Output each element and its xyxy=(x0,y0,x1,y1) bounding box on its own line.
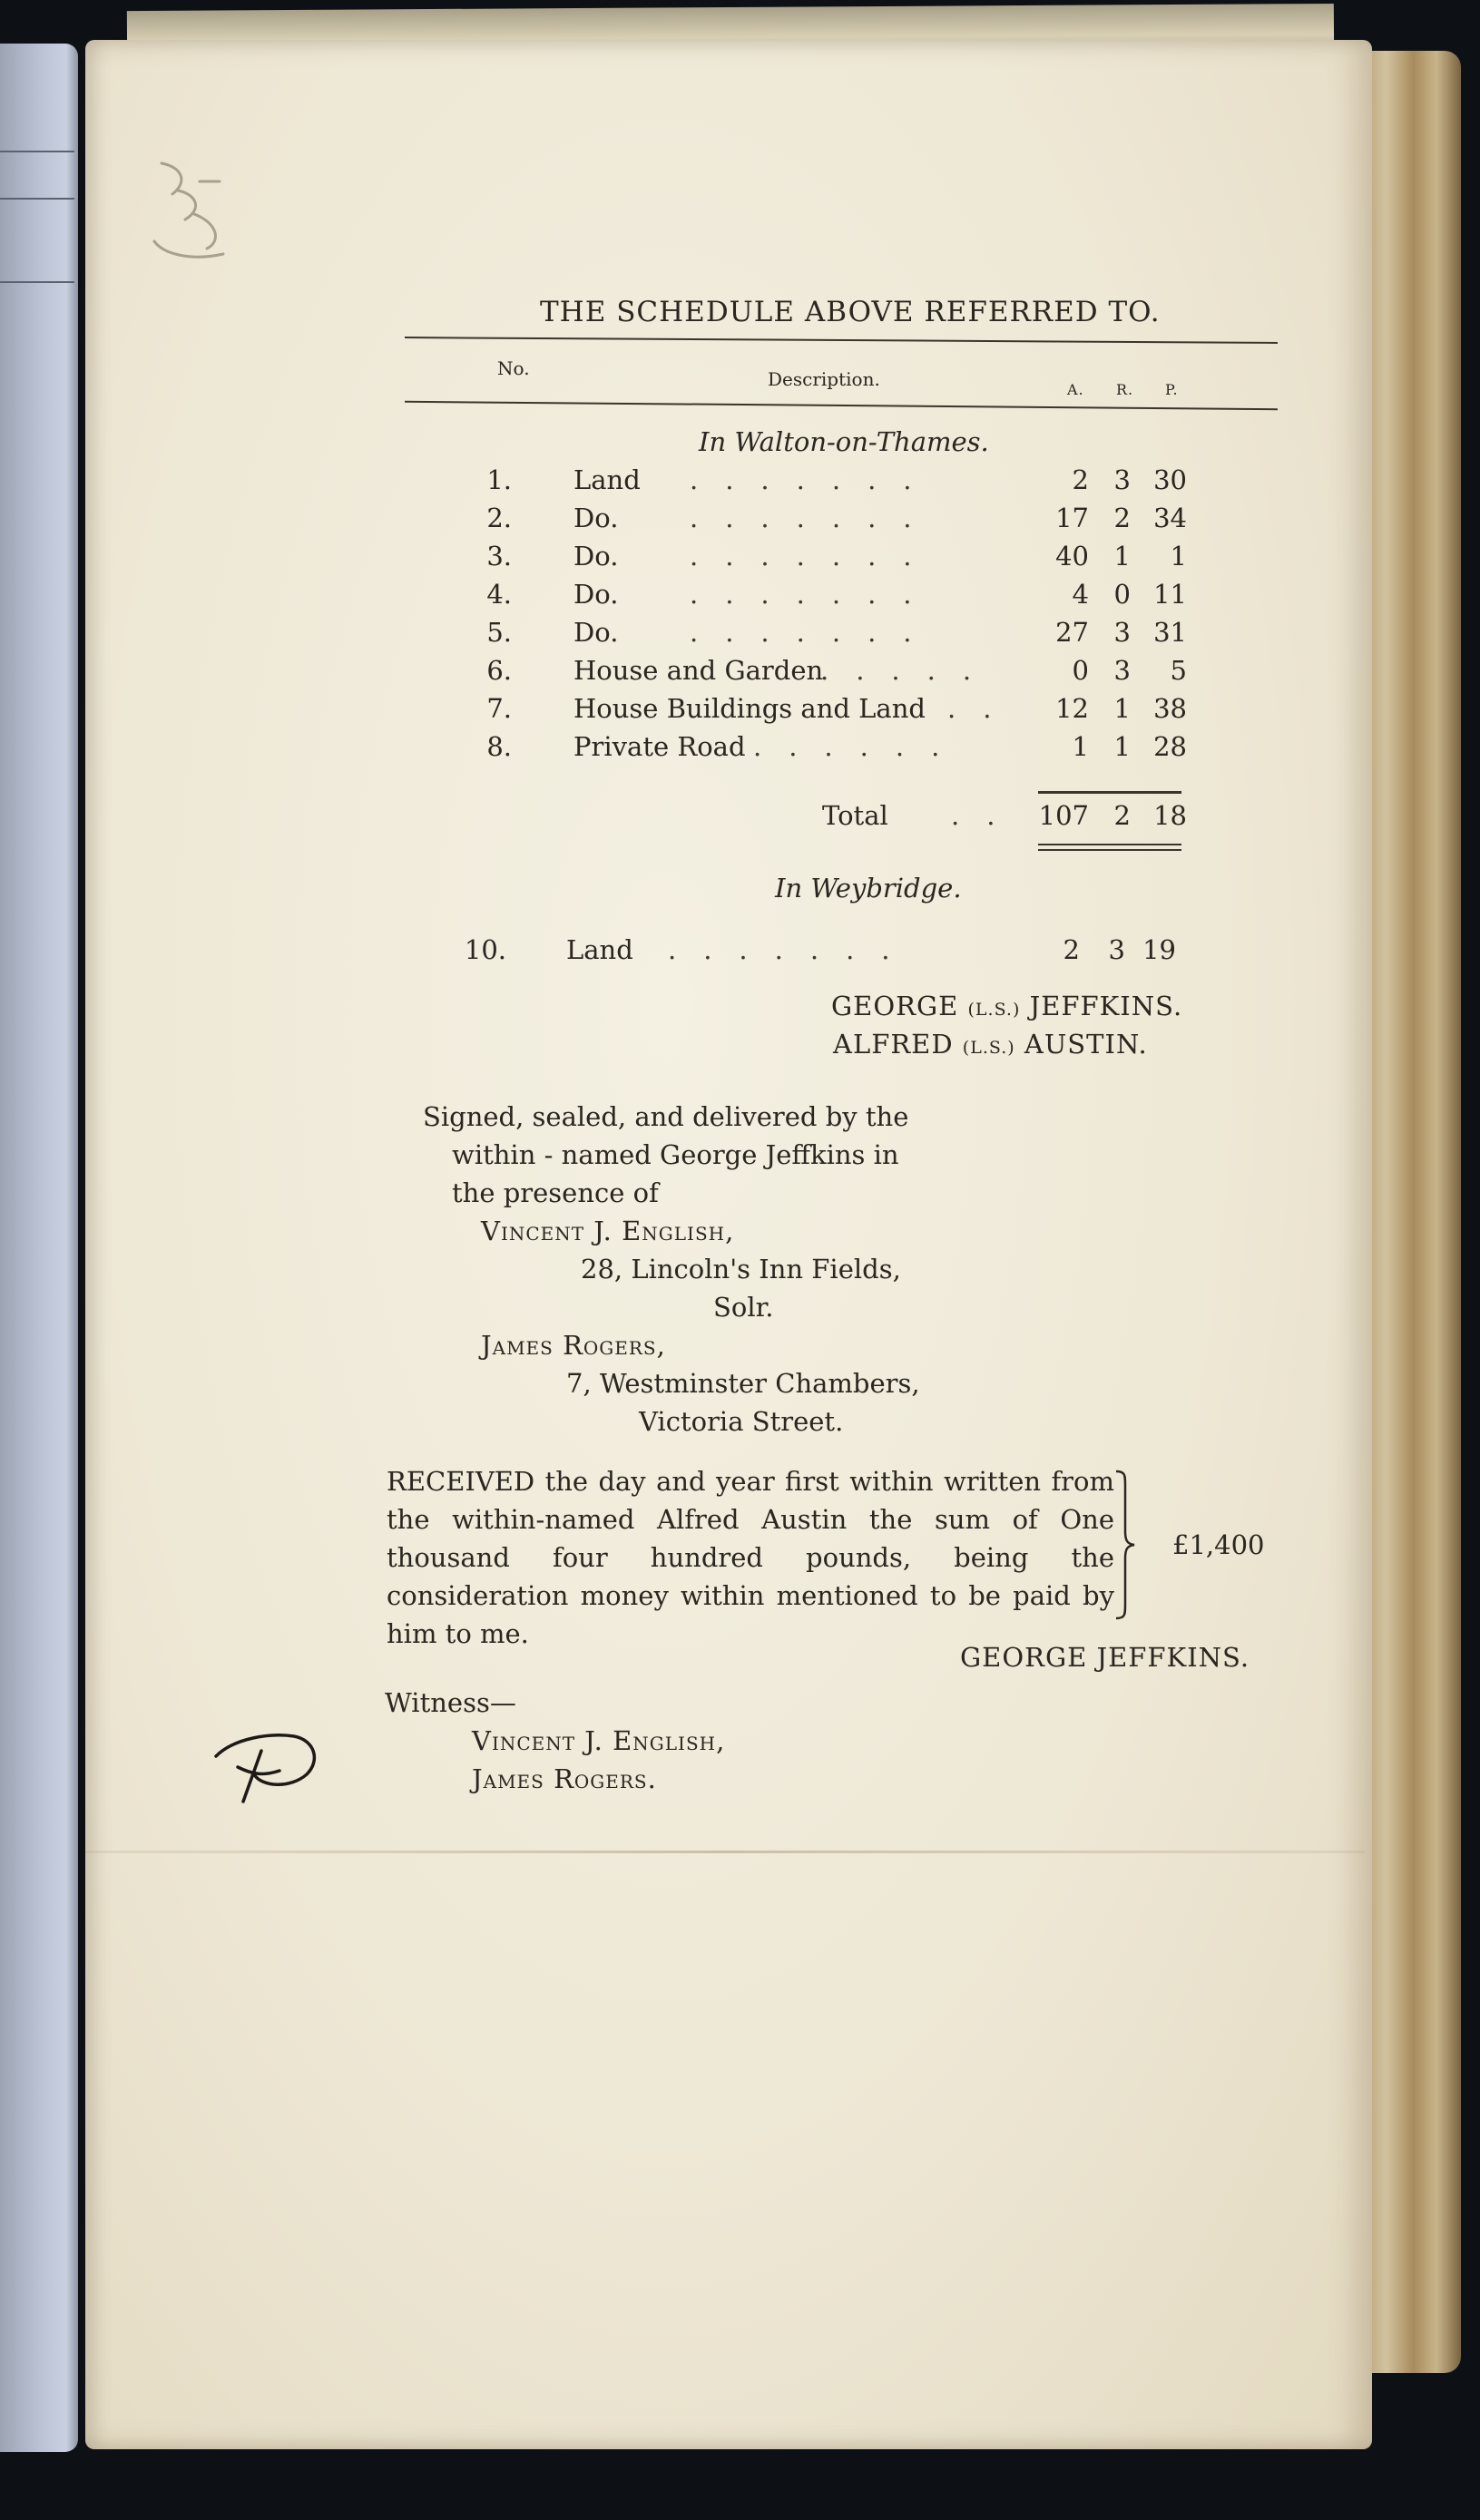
row-roods: 1 xyxy=(1113,541,1131,571)
row-acres: 2 xyxy=(1072,464,1089,495)
section-heading-weybridge: In Weybridge. xyxy=(775,873,962,903)
column-header-perches: P. xyxy=(1165,381,1179,398)
surname: JEFFKINS. xyxy=(1029,991,1183,1021)
attestation-line: within - named George Jeffkins in xyxy=(452,1139,899,1170)
row-description: Do. xyxy=(573,617,619,648)
column-header-description: Description. xyxy=(768,368,880,390)
page-fold-line xyxy=(85,1851,1365,1853)
witness-name: Vincent J. English, xyxy=(472,1725,726,1756)
witness-name: James Rogers. xyxy=(472,1763,657,1794)
receipt-signature: GEORGE JEFFKINS. xyxy=(960,1642,1250,1673)
row-acres: 0 xyxy=(1072,655,1089,686)
row-description: Do. xyxy=(573,541,619,571)
row-acres: 4 xyxy=(1072,579,1089,610)
handwritten-initials-icon xyxy=(207,1724,334,1805)
given-name: ALFRED xyxy=(833,1029,954,1060)
signatory-alfred-austin xyxy=(833,1029,1148,1060)
receipt-text: RECEIVED the day and year first within written from the within-named Alfred Austin the sum of One thousand four hundred pounds, being the consideration money within mentioned to be paid by him to me. xyxy=(387,1466,1114,1649)
row-roods: 0 xyxy=(1113,579,1131,610)
row-perches: 5 xyxy=(1170,655,1187,686)
row-number: 10. xyxy=(464,934,506,965)
row-number: 4. xyxy=(486,579,512,610)
total-row xyxy=(0,800,1480,836)
row-roods: 1 xyxy=(1113,731,1131,762)
facing-page-rule xyxy=(0,198,74,200)
schedule-row xyxy=(0,731,1480,767)
leader-dots: ....... xyxy=(668,934,917,965)
row-perches: 34 xyxy=(1153,503,1187,533)
row-acres: 12 xyxy=(1055,693,1089,724)
schedule-title: THE SCHEDULE ABOVE REFERRED TO. xyxy=(540,296,1161,328)
leader-dots: ....... xyxy=(690,617,939,648)
receipt-amount: £1,400 xyxy=(1172,1529,1265,1560)
row-perches: 28 xyxy=(1153,731,1187,762)
row-perches: 11 xyxy=(1153,579,1187,610)
facing-page-edge xyxy=(0,44,78,2452)
row-number: 2. xyxy=(486,503,512,533)
seal-mark: (L.S.) xyxy=(967,1000,1021,1020)
row-description: Land xyxy=(566,934,633,965)
curly-brace-icon xyxy=(1114,1468,1136,1622)
total-rule-top xyxy=(1038,791,1181,794)
schedule-row xyxy=(0,503,1480,539)
row-roods: 3 xyxy=(1108,934,1125,965)
row-roods: 2 xyxy=(1113,503,1131,533)
row-description: Do. xyxy=(573,579,619,610)
row-number: 5. xyxy=(486,617,512,648)
leader-dots: ..... xyxy=(820,655,999,686)
row-perches: 38 xyxy=(1153,693,1187,724)
pencil-mark-icon xyxy=(136,154,245,272)
leader-dots: ...... xyxy=(753,731,967,762)
leader-dots: ....... xyxy=(690,503,939,533)
row-description: Land xyxy=(573,464,641,495)
schedule-row xyxy=(0,541,1480,577)
row-number: 7. xyxy=(486,693,512,724)
row-roods: 3 xyxy=(1113,464,1131,495)
row-number: 1. xyxy=(486,464,512,495)
schedule-row xyxy=(0,617,1480,653)
given-name: GEORGE xyxy=(831,991,959,1021)
schedule-row xyxy=(0,464,1480,501)
witness-name: Vincent J. English, xyxy=(481,1216,735,1246)
row-perches: 19 xyxy=(1142,934,1176,965)
column-header-roods: R. xyxy=(1116,381,1134,398)
row-perches: 30 xyxy=(1153,464,1187,495)
total-perches: 18 xyxy=(1153,800,1187,831)
row-description: Private Road xyxy=(573,731,746,762)
row-roods: 3 xyxy=(1113,617,1131,648)
total-acres: 107 xyxy=(1038,800,1089,831)
total-rule-bottom xyxy=(1038,849,1181,851)
row-perches: 1 xyxy=(1170,541,1187,571)
seal-mark: (L.S.) xyxy=(962,1038,1015,1058)
total-rule-bottom xyxy=(1038,844,1181,845)
witness-address: 7, Westminster Chambers, xyxy=(566,1368,920,1399)
witness-label: Witness— xyxy=(385,1687,516,1718)
surname: AUSTIN. xyxy=(1024,1029,1148,1060)
facing-page-rule xyxy=(0,281,74,283)
signatory-george-jeffkins xyxy=(831,991,1182,1021)
schedule-row xyxy=(0,579,1480,615)
leader-dots: .. xyxy=(951,800,1023,831)
row-description: House Buildings and Land xyxy=(573,693,926,724)
row-acres: 40 xyxy=(1055,541,1089,571)
row-number: 8. xyxy=(486,731,512,762)
row-acres: 27 xyxy=(1055,617,1089,648)
total-label: Total xyxy=(822,800,888,831)
row-number: 3. xyxy=(486,541,512,571)
total-roods: 2 xyxy=(1113,800,1131,831)
leader-dots: ....... xyxy=(690,541,939,571)
leader-dots: ....... xyxy=(690,464,939,495)
witness-address: 28, Lincoln's Inn Fields, xyxy=(581,1254,901,1284)
witness-occupation: Solr. xyxy=(713,1292,774,1323)
row-description: House and Garden xyxy=(573,655,824,686)
leader-dots: ....... xyxy=(690,579,939,610)
witness-address: Victoria Street. xyxy=(639,1406,844,1437)
attestation-line: Signed, sealed, and delivered by the xyxy=(423,1101,909,1132)
column-header-acres: A. xyxy=(1067,381,1084,398)
witness-name: James Rogers, xyxy=(481,1330,666,1361)
row-number: 6. xyxy=(486,655,512,686)
attestation-line: the presence of xyxy=(452,1177,659,1208)
schedule-row xyxy=(0,934,1480,971)
section-heading-walton: In Walton-on-Thames. xyxy=(699,426,989,457)
row-acres: 2 xyxy=(1063,934,1080,965)
row-roods: 3 xyxy=(1113,655,1131,686)
row-acres: 1 xyxy=(1072,731,1089,762)
schedule-row xyxy=(0,655,1480,691)
schedule-row xyxy=(0,693,1480,729)
row-description: Do. xyxy=(573,503,619,533)
row-perches: 31 xyxy=(1153,617,1187,648)
row-roods: 1 xyxy=(1113,693,1131,724)
column-header-no: No. xyxy=(497,357,530,379)
row-acres: 17 xyxy=(1055,503,1089,533)
facing-page-rule xyxy=(0,151,74,152)
leader-dots: .. xyxy=(947,693,1019,724)
